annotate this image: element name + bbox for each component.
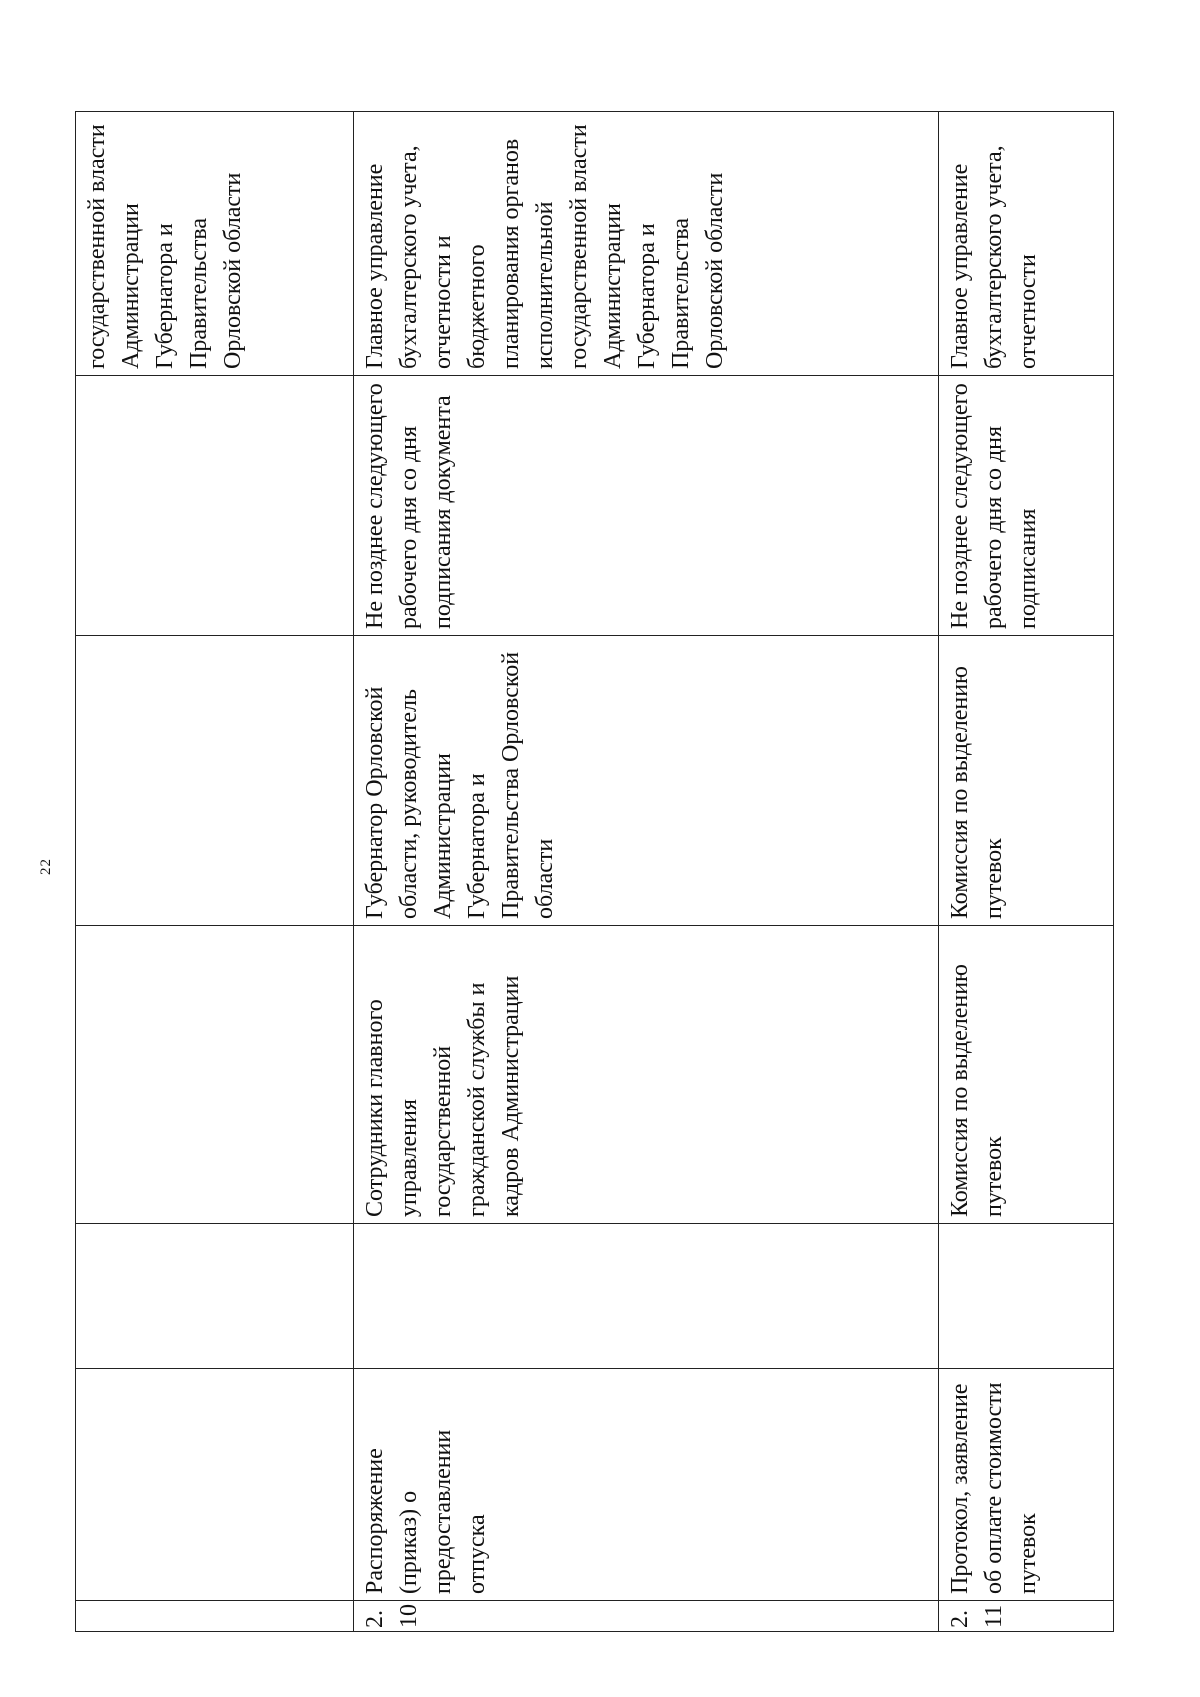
cell-number <box>76 1601 354 1632</box>
cell-term: Не позднее следующего рабочего дня со дня подписания <box>939 376 1114 636</box>
cell-term: Не позднее следующего рабочего дня со дня подписания документа <box>354 376 939 636</box>
cell-executor: Сотрудники главного управления государственной гражданской службы и кадров Администрации <box>354 926 939 1224</box>
document-table-rotated <box>75 112 1113 1632</box>
page-number: 22 <box>38 858 54 875</box>
cell-term <box>76 376 354 636</box>
document-table <box>75 111 1114 1632</box>
cell-empty <box>939 1224 1114 1369</box>
cell-number: 2.10 <box>354 1601 939 1632</box>
cell-signer: Губернатор Орловской области, руководитель Администрации Губернатора и Правительства Орловской области <box>354 636 939 926</box>
cell-recipient: государственной власти Администрации Губернатора и Правительства Орловской области <box>76 112 354 376</box>
cell-document: Распоряжение (приказ) о предоставлении отпуска <box>354 1369 939 1601</box>
table-row <box>939 112 1114 1632</box>
cell-empty <box>354 1224 939 1369</box>
document-table-frame <box>75 112 1113 1632</box>
cell-recipient: Главное управление бухгалтерского учета, отчетности <box>939 112 1114 376</box>
cell-signer <box>76 636 354 926</box>
cell-recipient: Главное управление бухгалтерского учета, отчетности и бюджетного планирования органов исполнительной государственной власти Администрации Губернатора и Правительства Орловской области <box>354 112 939 376</box>
cell-document: Протокол, заявление об оплате стоимости путевок <box>939 1369 1114 1601</box>
table-row <box>354 112 939 1632</box>
cell-number: 2.11 <box>939 1601 1114 1632</box>
cell-document <box>76 1369 354 1601</box>
table-row <box>76 112 354 1632</box>
cell-empty <box>76 1224 354 1369</box>
cell-executor <box>76 926 354 1224</box>
cell-signer: Комиссия по выделению путевок <box>939 636 1114 926</box>
cell-executor: Комиссия по выделению путевок <box>939 926 1114 1224</box>
